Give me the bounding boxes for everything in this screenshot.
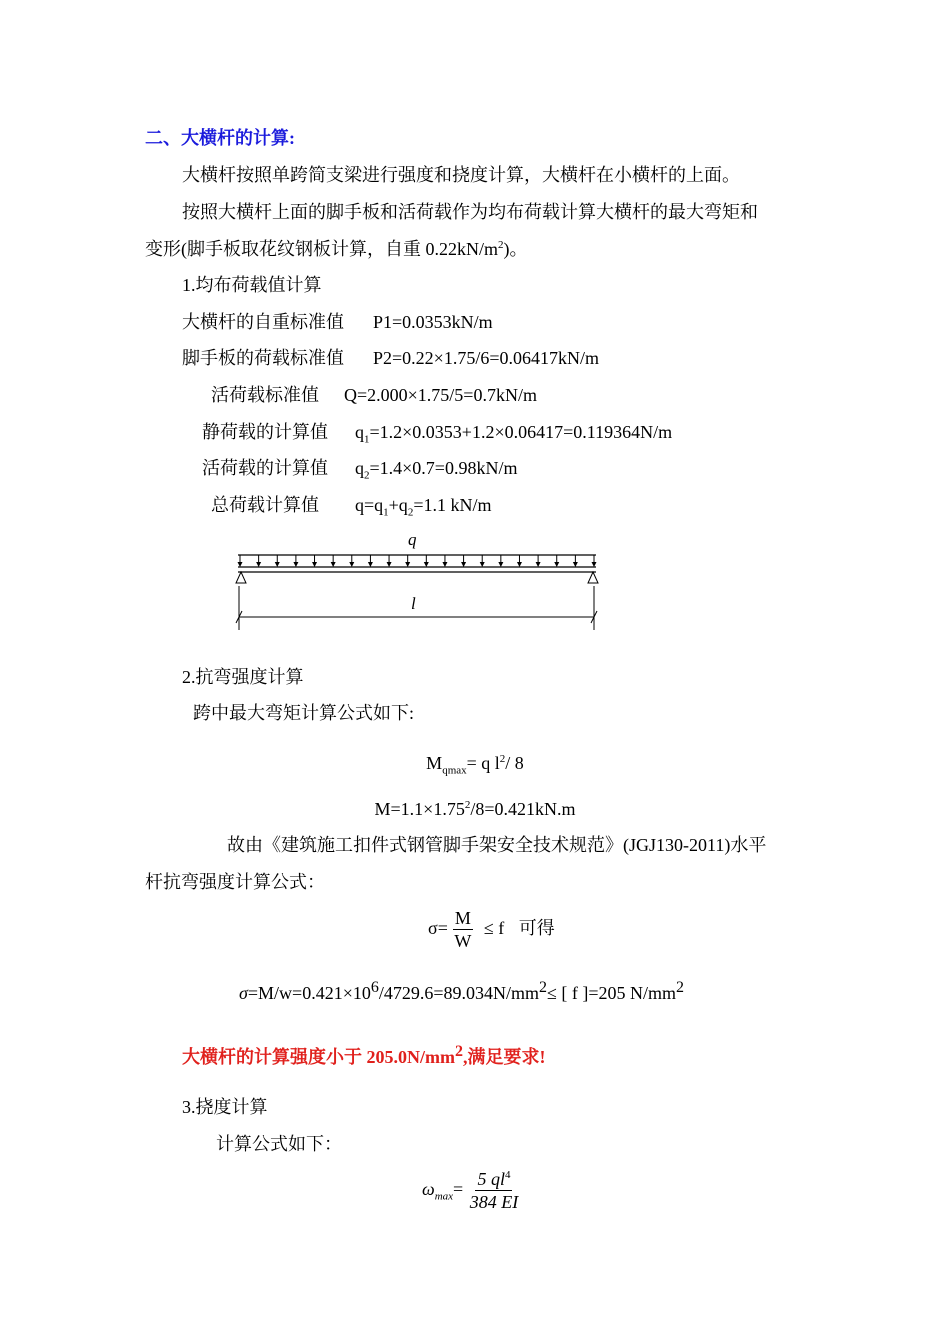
intro-line-1: 大横杆按照单跨简支梁进行强度和挠度计算，大横杆在小横杆的上面。 <box>182 165 740 185</box>
load-arrow-head <box>387 562 392 567</box>
p1-label: 大横杆的自重标准值 <box>182 312 344 332</box>
formula-stress-value: $\sigma=M/w=0.421\times 10^6/4729.6=89.034N/mm^2\le$ [ f ]=205 $N/mm^2$ <box>239 979 685 1003</box>
load-arrow-head <box>368 562 373 567</box>
section-title: 二、大横杆的计算: <box>145 128 295 148</box>
left-support-icon <box>236 572 246 583</box>
beam-load-diagram <box>228 528 608 636</box>
p2-value: P2=0.22×1.75/6=0.06417kN/m <box>373 348 599 368</box>
q-label: 活荷载标准值 <box>211 385 319 405</box>
section-3-title: 3.挠度计算 <box>182 1097 268 1117</box>
total-value: $q=q_1+q_2=1.1$ kN/m <box>355 495 492 519</box>
load-arrow-head <box>554 562 559 567</box>
load-arrow-head <box>498 562 503 567</box>
stress-fraction: $\frac{M}{W}$ <box>454 908 472 952</box>
load-arrow-head <box>349 562 354 567</box>
load-arrow-head <box>405 562 410 567</box>
load-arrow-head <box>256 562 261 567</box>
load-arrow-head <box>424 562 429 567</box>
q1-label: 静荷载的计算值 <box>202 422 328 442</box>
q1-value: $q_1=1.2\times 0.0353+1.2\times 0.06417=0.119364N/m$ <box>355 422 673 446</box>
load-arrow-head <box>536 562 541 567</box>
deflection-fraction: $\frac{5 ql^4}{384 EI}$ <box>469 1169 519 1213</box>
p1-value: P1=0.0353kN/m <box>373 312 493 332</box>
q2-label: 活荷载的计算值 <box>202 458 328 478</box>
q2-value: $q_2=1.4\times 0.7=0.98kN/m$ <box>355 458 518 482</box>
load-arrow-head <box>461 562 466 567</box>
load-arrow-head <box>238 562 243 567</box>
intro-line-3: 变形(脚手板取花纹钢板计算，自重 $0.22kN/m^2$)。 <box>145 239 528 259</box>
load-arrow-head <box>312 562 317 567</box>
load-arrow-head <box>573 562 578 567</box>
load-label: q <box>408 530 417 549</box>
formula-stress: σ= $\frac{M}{W}$ ≤ f 可得 <box>428 908 555 952</box>
intro-line-2: 按照大横杆上面的脚手板和活荷载作为均布荷载计算大横杆的最大弯矩和 <box>182 202 758 222</box>
spec-line-1: 故由《建筑施工扣件式钢管脚手架安全技术规范》(JGJ130-2011)水平 <box>227 835 767 855</box>
load-arrow-head <box>517 562 522 567</box>
load-arrow-head <box>331 562 336 567</box>
right-support-icon <box>588 572 598 583</box>
spec-line-2: 杆抗弯强度计算公式： <box>145 872 325 892</box>
q-value: Q=2.000×1.75/5=0.7kN/m <box>344 385 537 405</box>
conclusion: 大横杆的计算强度小于 $205.0N/mm^2$,满足要求! <box>182 1043 546 1067</box>
load-arrows <box>238 555 597 567</box>
formula-deflection: $\omega_{max}=$ $\frac{5 ql^4}{384 EI}$ <box>422 1169 519 1213</box>
formula-moment-value: $M=1.1\times 1.75^2/8=0.421kN.m$ <box>374 799 576 819</box>
load-arrow-head <box>442 562 447 567</box>
p2-label: 脚手板的荷载标准值 <box>182 348 344 368</box>
section-2-title: 2.抗弯强度计算 <box>182 667 304 687</box>
formula-moment: $M_{qmax}= q$ $l^2/$ 8 <box>426 753 524 777</box>
total-label: 总荷载计算值 <box>211 495 319 515</box>
section-1-title: 1.均布荷载值计算 <box>182 275 322 295</box>
load-arrow-head <box>592 562 597 567</box>
section-2-intro: 跨中最大弯矩计算公式如下: <box>193 703 414 723</box>
load-arrow-head <box>293 562 298 567</box>
span-label: l <box>411 594 416 613</box>
section-3-intro: 计算公式如下： <box>216 1134 342 1154</box>
load-arrow-head <box>480 562 485 567</box>
load-arrow-head <box>275 562 280 567</box>
